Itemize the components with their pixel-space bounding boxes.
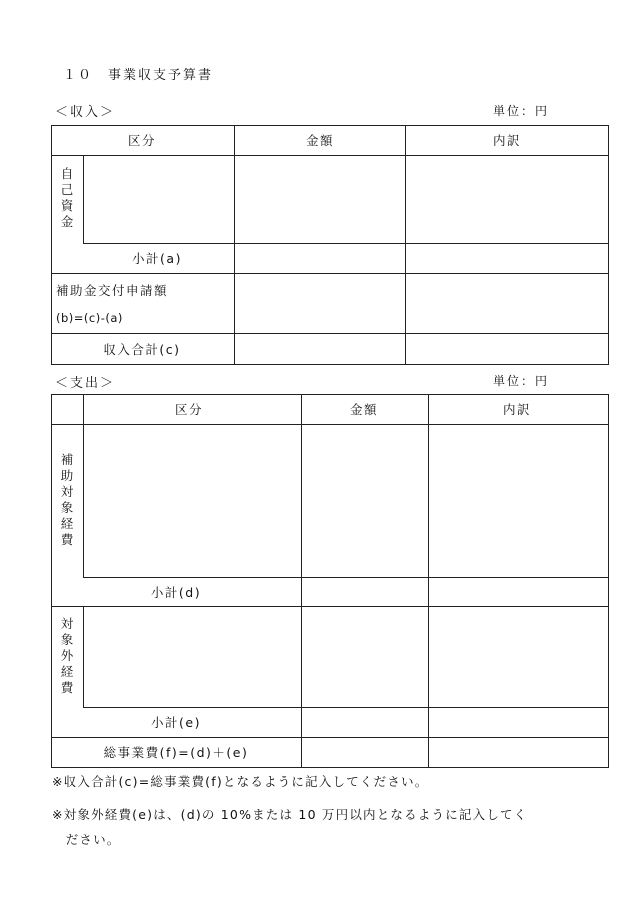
income-header-amount: 金額 [305, 133, 335, 148]
income-unit: 単位：円 [493, 104, 550, 118]
ineligible-expenses-label: 対 象 外 経 費 [60, 616, 74, 695]
expense-total-f: 総事業費(f)=(d)＋(e) [103, 745, 249, 760]
own-funds-label: 自 己 資 金 [60, 166, 74, 229]
income-header-category: 区分 [127, 133, 157, 148]
income-heading: ＜収入＞ [55, 105, 116, 120]
note-2-continued: ださい。 [52, 832, 121, 847]
subsidy-request-formula: (b)=(c)-(a) [56, 311, 123, 325]
subsidy-request-label: 補助金交付申請額 [56, 283, 169, 298]
expense-header-amount: 金額 [349, 402, 379, 417]
expense-header-category: 区分 [174, 402, 204, 417]
expense-heading: ＜支出＞ [55, 376, 116, 391]
income-subtotal-a: 小計(a) [132, 251, 182, 266]
page-title: １０ 事業収支予算書 [63, 68, 214, 83]
expense-subtotal-e: 小計(e) [151, 715, 201, 730]
note-1: ※収入合計(c)=総事業費(f)となるように記入してください。 [52, 774, 429, 789]
income-total-c: 収入合計(c) [103, 342, 181, 357]
expense-unit: 単位：円 [493, 374, 550, 388]
expense-header-breakdown: 内訳 [502, 402, 532, 417]
eligible-expenses-label: 補 助 対 象 経 費 [60, 452, 74, 547]
expense-subtotal-d: 小計(d) [150, 585, 202, 600]
note-2: ※対象外経費(e)は、(d)の 10%または 10 万円以内となるように記入してく [52, 807, 528, 822]
income-header-breakdown: 内訳 [492, 133, 522, 148]
